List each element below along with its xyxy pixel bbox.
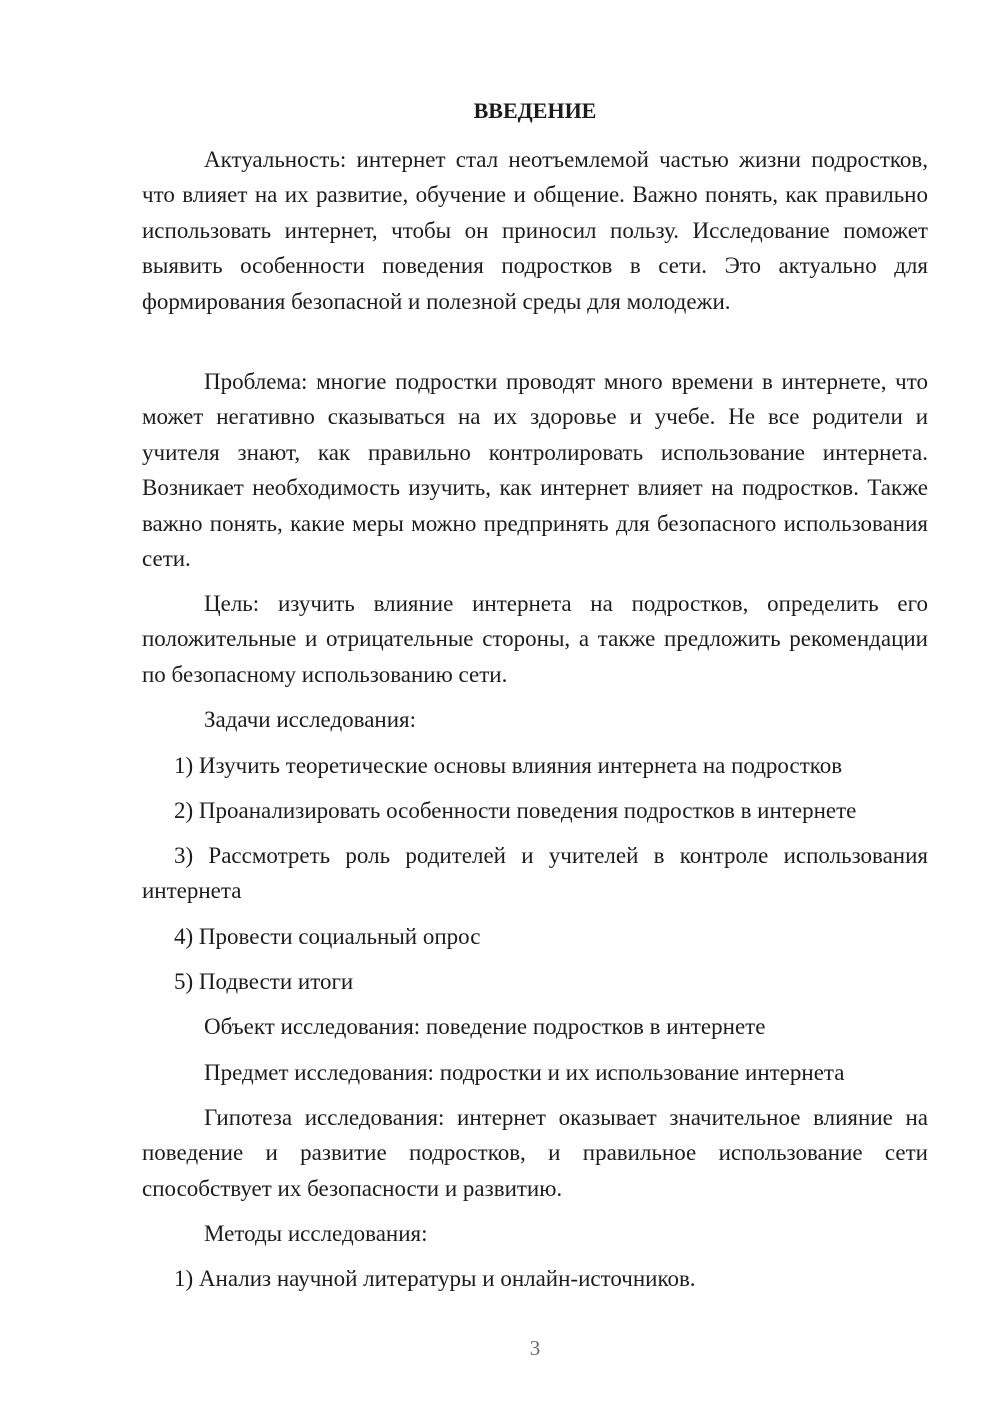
hypothesis-paragraph: Гипотеза исследования: интернет оказывает значительное влияние на поведение и развитие подростков, и правильное использование сети способствует их безопасности и развитию. bbox=[142, 1105, 928, 1201]
task-item-3: 3) Рассмотреть роль родителей и учителей в контроле использования интернета bbox=[142, 843, 928, 904]
subject-paragraph: Предмет исследования: подростки и их использование интернета bbox=[204, 1060, 845, 1085]
tasks-heading: Задачи исследования: bbox=[204, 707, 417, 732]
page-number: 3 bbox=[529, 1336, 541, 1360]
task-item-4: 4) Провести социальный опрос bbox=[174, 924, 481, 949]
page-title: ВВЕДЕНИЕ bbox=[473, 98, 597, 123]
methods-heading: Методы исследования: bbox=[204, 1221, 428, 1246]
goal-paragraph: Цель: изучить влияние интернета на подростков, определить его положительные и отрицательные стороны, а также предложить рекомендации по безопасному использованию сети. bbox=[142, 591, 928, 687]
method-item-1: 1) Анализ научной литературы и онлайн-источников. bbox=[174, 1266, 696, 1291]
task-item-1: 1) Изучить теоретические основы влияния интернета на подростков bbox=[174, 753, 843, 778]
relevance-paragraph: Актуальность: интернет стал неотъемлемой частью жизни подростков, что влияет на их развитие, обучение и общение. Важно понять, как правильно использовать интернет, чтобы он приносил пользу. Исследование поможет выявить особенности поведения подростков в сети. Это актуально для формирования безопасной и полезной среды для молодежи. bbox=[142, 147, 928, 314]
object-paragraph: Объект исследования: поведение подростков в интернете bbox=[204, 1014, 766, 1039]
task-item-2: 2) Проанализировать особенности поведения подростков в интернете bbox=[174, 798, 857, 823]
problem-paragraph: Проблема: многие подростки проводят много времени в интернете, что может негативно сказываться на их здоровье и учебе. Не все родители и учителя знают, как правильно контролировать использование интернета. Возникает необходимость изучить, как интернет влияет на подростков. Также важно понять, какие меры можно предпринять для безопасного использования сети. bbox=[142, 369, 928, 572]
task-item-5: 5) Подвести итоги bbox=[174, 969, 354, 994]
